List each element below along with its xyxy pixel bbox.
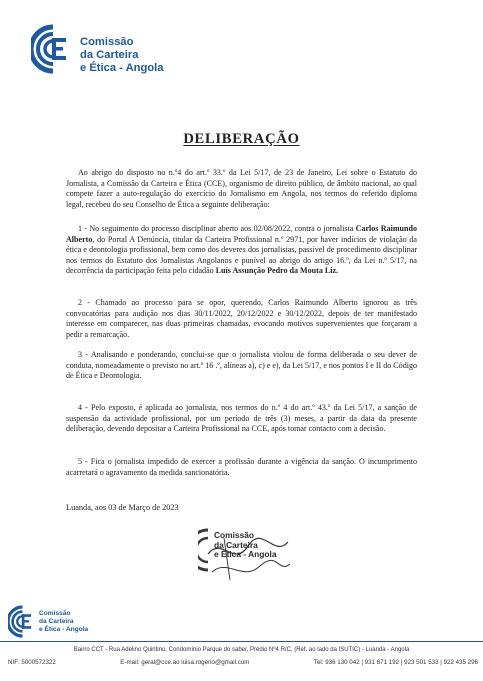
paragraph-1-part1: 1 - No seguimento do processo disciplinar aberto aos 02/08/2022, contra o jornalista — [78, 224, 356, 233]
paragraph-5: 5 - Fica o jornalista impedido de exercer a profissão durante a vigência da sanção. O incumprimento acarretará o agravamento da medida sancionatória. — [66, 457, 417, 477]
stamp-line3: e Ética - Angola — [214, 549, 277, 560]
footer-org-line1: Comissão — [39, 610, 71, 617]
org-name-line3: e Ética - Angola — [80, 62, 164, 75]
footer-contacts — [8, 659, 478, 666]
stamp-line1: Comissão — [214, 530, 255, 540]
cce-logo-icon — [31, 24, 75, 74]
org-name-line1: Comissão — [80, 36, 134, 48]
org-name-line2: da Carteira — [80, 49, 139, 62]
intro-paragraph: Ao abrigo do disposto no n.º4 do art.º 33.º da Lei 5/17, de 23 de Janeiro, Lei sobre o Estatuto do Jornalista, a Comissão da Carteira e Ética (CCE), organismo de direito público, de âmbito nacional, ao qual compete fazer a auto-regulação do exercício do Jornalismo em Angola, nos termos do referido diploma legal, recebeu do seu Conselho de Ética a seguinte deliberação: — [66, 168, 417, 209]
footer-address: Bairro CCT - Rua Adelino Quintino, Condomínio Parque do saber, Prédio Nº4 R/C, (Ref. ao lado da ISUTIC) - Luanda - Angola — [73, 647, 410, 653]
footer-organization-name — [39, 610, 88, 633]
footer-divider — [0, 641, 483, 642]
stamp-line2: da Carteira — [214, 539, 258, 550]
journalist-name: Carlos Raimundo Alberto — [66, 224, 417, 244]
paragraph-1 — [66, 224, 417, 277]
paragraph-1-part2: , do Portal A Denúncia, titular da Carteira Profissional n.º 2971, por haver indícios de violação da ética e deontologia profissional, bem como dos deveres dos jornalistas, passível de procedimento disciplinar nos termos do Estatuto dos Jornalistas Angolanos e punível ao abrigo do artigo 16.º, da Lei n.º 5/17, na decorrência da participação feita pelo cidadão — [66, 234, 417, 276]
paragraph-4: 4 - Pelo exposto, é aplicada ao jornalista, nos termos do n.º 4 do art.º 43.º da Lei 5/17, a sanção de suspensão da actividade profissional, por um período de três (3) meses, a partir da data da presente deliberação, devendo depositar a Carteira Profissional na CCE, após tomar contacto com a decisão. — [66, 403, 417, 434]
document-title: DELIBERAÇÃO — [183, 131, 300, 147]
signature-icon — [204, 528, 292, 588]
footer-cce-logo-icon — [8, 605, 37, 638]
footer-tel: Tel: 936 130 042 | 931 671 192 | 923 501 533 | 922 435 296 — [313, 659, 478, 666]
complainant-name: Luís Assunção Pedro da Mouta Liz. — [215, 266, 339, 276]
organization-name — [80, 36, 164, 76]
footer-org-line3: e Ética - Angola — [39, 625, 89, 633]
footer-nif: NIF: 5000572322 — [8, 659, 56, 666]
footer-org-line2: da Carteira — [39, 617, 74, 625]
paragraph-3: 3 - Analisando e ponderando, conclui-se que o jornalista violou de forma deliberada o seu dever de conduta, nomeadamente o previsto no art.º 16 .º, alíneas a), c) e e), da Lei 5/17, e nos pontos I e II do Código de Ética e Deontologia. — [66, 350, 417, 381]
date-line: Luanda, aos 03 de Março de 2023 — [66, 503, 179, 512]
paragraph-2: 2 - Chamado ao processo para se opor, querendo, Carlos Raimundo Alberto ignorou as três convocatórias para audição nos dias 30/11/2022, 20/12/2022 e 30/12/2022, depois de ter manifestado interesse em comparecer, nas duas primeiras chamadas, evocando motivos supervenientes que forçaram a pedir a remarcação. — [66, 298, 417, 339]
footer-email: E-mail: geral@cce.ao luisa.rogerio@gmail.com — [120, 659, 250, 666]
